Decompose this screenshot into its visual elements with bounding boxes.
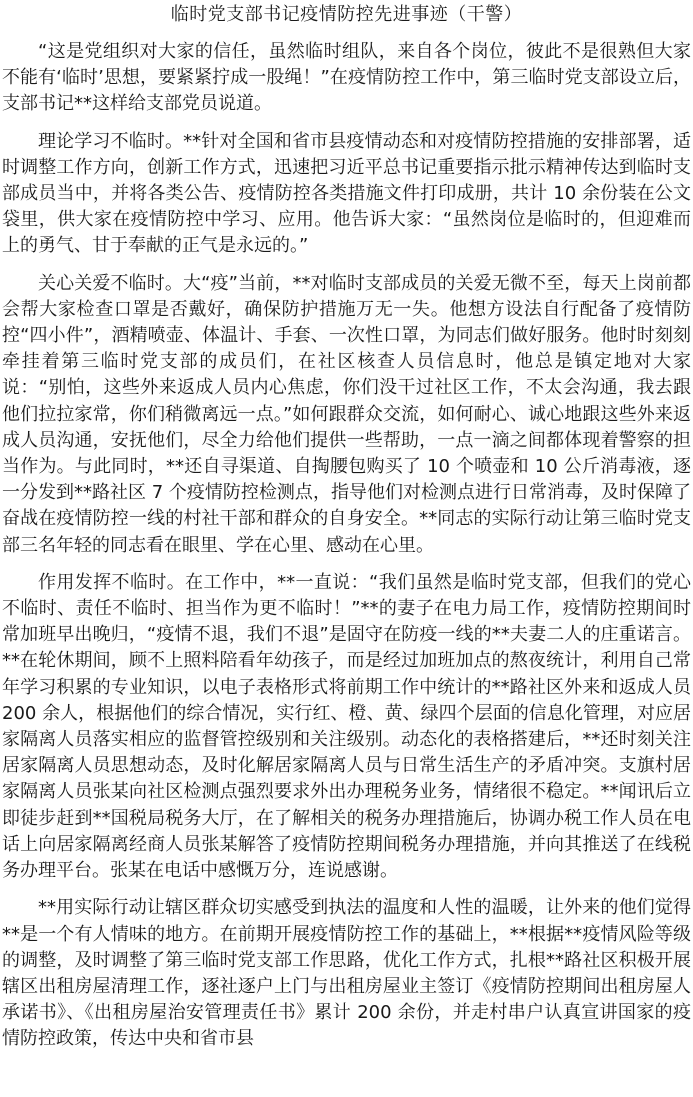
paragraph-action: **用实际行动让辖区群众切实感受到执法的温度和人性的温暖，让外来的他们觉得**是一个有人情味的地方。在前期开展疫情防控工作的基础上，**根据**疫情风险等级的调整，及时调整了第三临时党支部工作思路，优化工作方式，扎根**路社区积极开展辖区出租房屋清理工作，逐社逐户上门与出租房屋业主签订《疫情防控期间出租房屋人承诺书》、《出租房屋治安管理责任书》累计 200 余份，并走村串户认真宣讲国家的疫情防控政策，传达中央和省市县 xyxy=(2,897,691,1050)
paragraph-opening-quote: “这是党组织对大家的信任，虽然临时组队，来自各个岗位，彼此不是很熟但大家不能有‘临时’思想，要紧紧拧成一股绳！”在疫情防控工作中，第三临时党支部设立后，支部书记**这样给支部党员说道。 xyxy=(2,41,691,115)
paragraph-theory-study: 理论学习不临时。**针对全国和省市县疫情动态和对疫情防控措施的安排部署，适时调整工作方向，创新工作方式，迅速把习近平总书记重要指示批示精神传达到临时支部成员当中，并将各类公告、疫情防控各类措施文件打印成册，共计 10 余份装在公文袋里，供大家在疫情防控中学习、应用。他告诉大家：“虽然岗位是临时的，但迎难而上的勇气、甘于奉献的正气是永远的。” xyxy=(2,130,691,257)
paragraph-role: 作用发挥不临时。在工作中，**一直说：“我们虽然是临时党支部，但我们的党心不临时、责任不临时、担当作为更不临时！”**的妻子在电力局工作，疫情防控期间时常加班早出晚归，“疫情不退，我们不退”是固守在防疫一线的**夫妻二人的庄重诺言。**在轮休期间，顾不上照料陪看年幼孩子，而是经过加班加点的熬夜统计，利用自己常年学习积累的专业知识，以电子表格形式将前期工作中统计的**路社区外来和返成人员 200 余人，根据他们的综合情况，实行红、橙、黄、绿四个层面的信息化管理，对应居家隔离人员落实相应的监督管控级别和关注级别。动态化的表格搭建后，**还时刻关注居家隔离人员思想动态，及时化解居家隔离人员与日常生活生产的矛盾冲突。支旗村居家隔离人员张某向社区检测点强烈要求外出办理税务业务，情绪很不稳定。**闻讯后立即徒步赶到**国税局税务大厅，在了解相关的税务办理措施后，协调办税工作人员在电话上向居家隔离经商人员张某解答了疫情防控期间税务办理措施，并向其推送了在线税务办理平台。张某在电话中感慨万分，连说感谢。 xyxy=(2,571,691,882)
document-title: 临时党支部书记疫情防控先进事迹（干警） xyxy=(170,4,523,25)
paragraph-care: 关心关爱不临时。大“疫”当前，**对临时支部成员的关爱无微不至，每天上岗前都会帮大家检查口罩是否戴好，确保防护措施万无一失。他想方设法自行配备了疫情防控“四小件”，酒精喷壶、体温计、手套、一次性口罩，为同志们做好服务。他时时刻刻牵挂着第三临时党支部的成员们，在社区核查人员信息时，他总是镇定地对大家说：“别怕，这些外来返成人员内心焦虑，你们没干过社区工作，不太会沟通，我去跟他们拉拉家常，你们稍微离远一点。”如何跟群众交流，如何耐心、诚心地跟这些外来返成人员沟通，安抚他们，尽全力给他们提供一些帮助，一点一滴之间都体现着警察的担当作为。与此同时，**还自寻渠道、自掏腰包购买了 10 个喷壶和 10 公斤消毒液，逐一分发到**路社区 7 个疫情防控检测点，指导他们对检测点进行日常消毒，及时保障了奋战在疫情防控一线的村社干部和群众的自身安全。**同志的实际行动让第三临时党支部三名年轻的同志看在眼里、学在心里、感动在心里。 xyxy=(2,272,691,556)
